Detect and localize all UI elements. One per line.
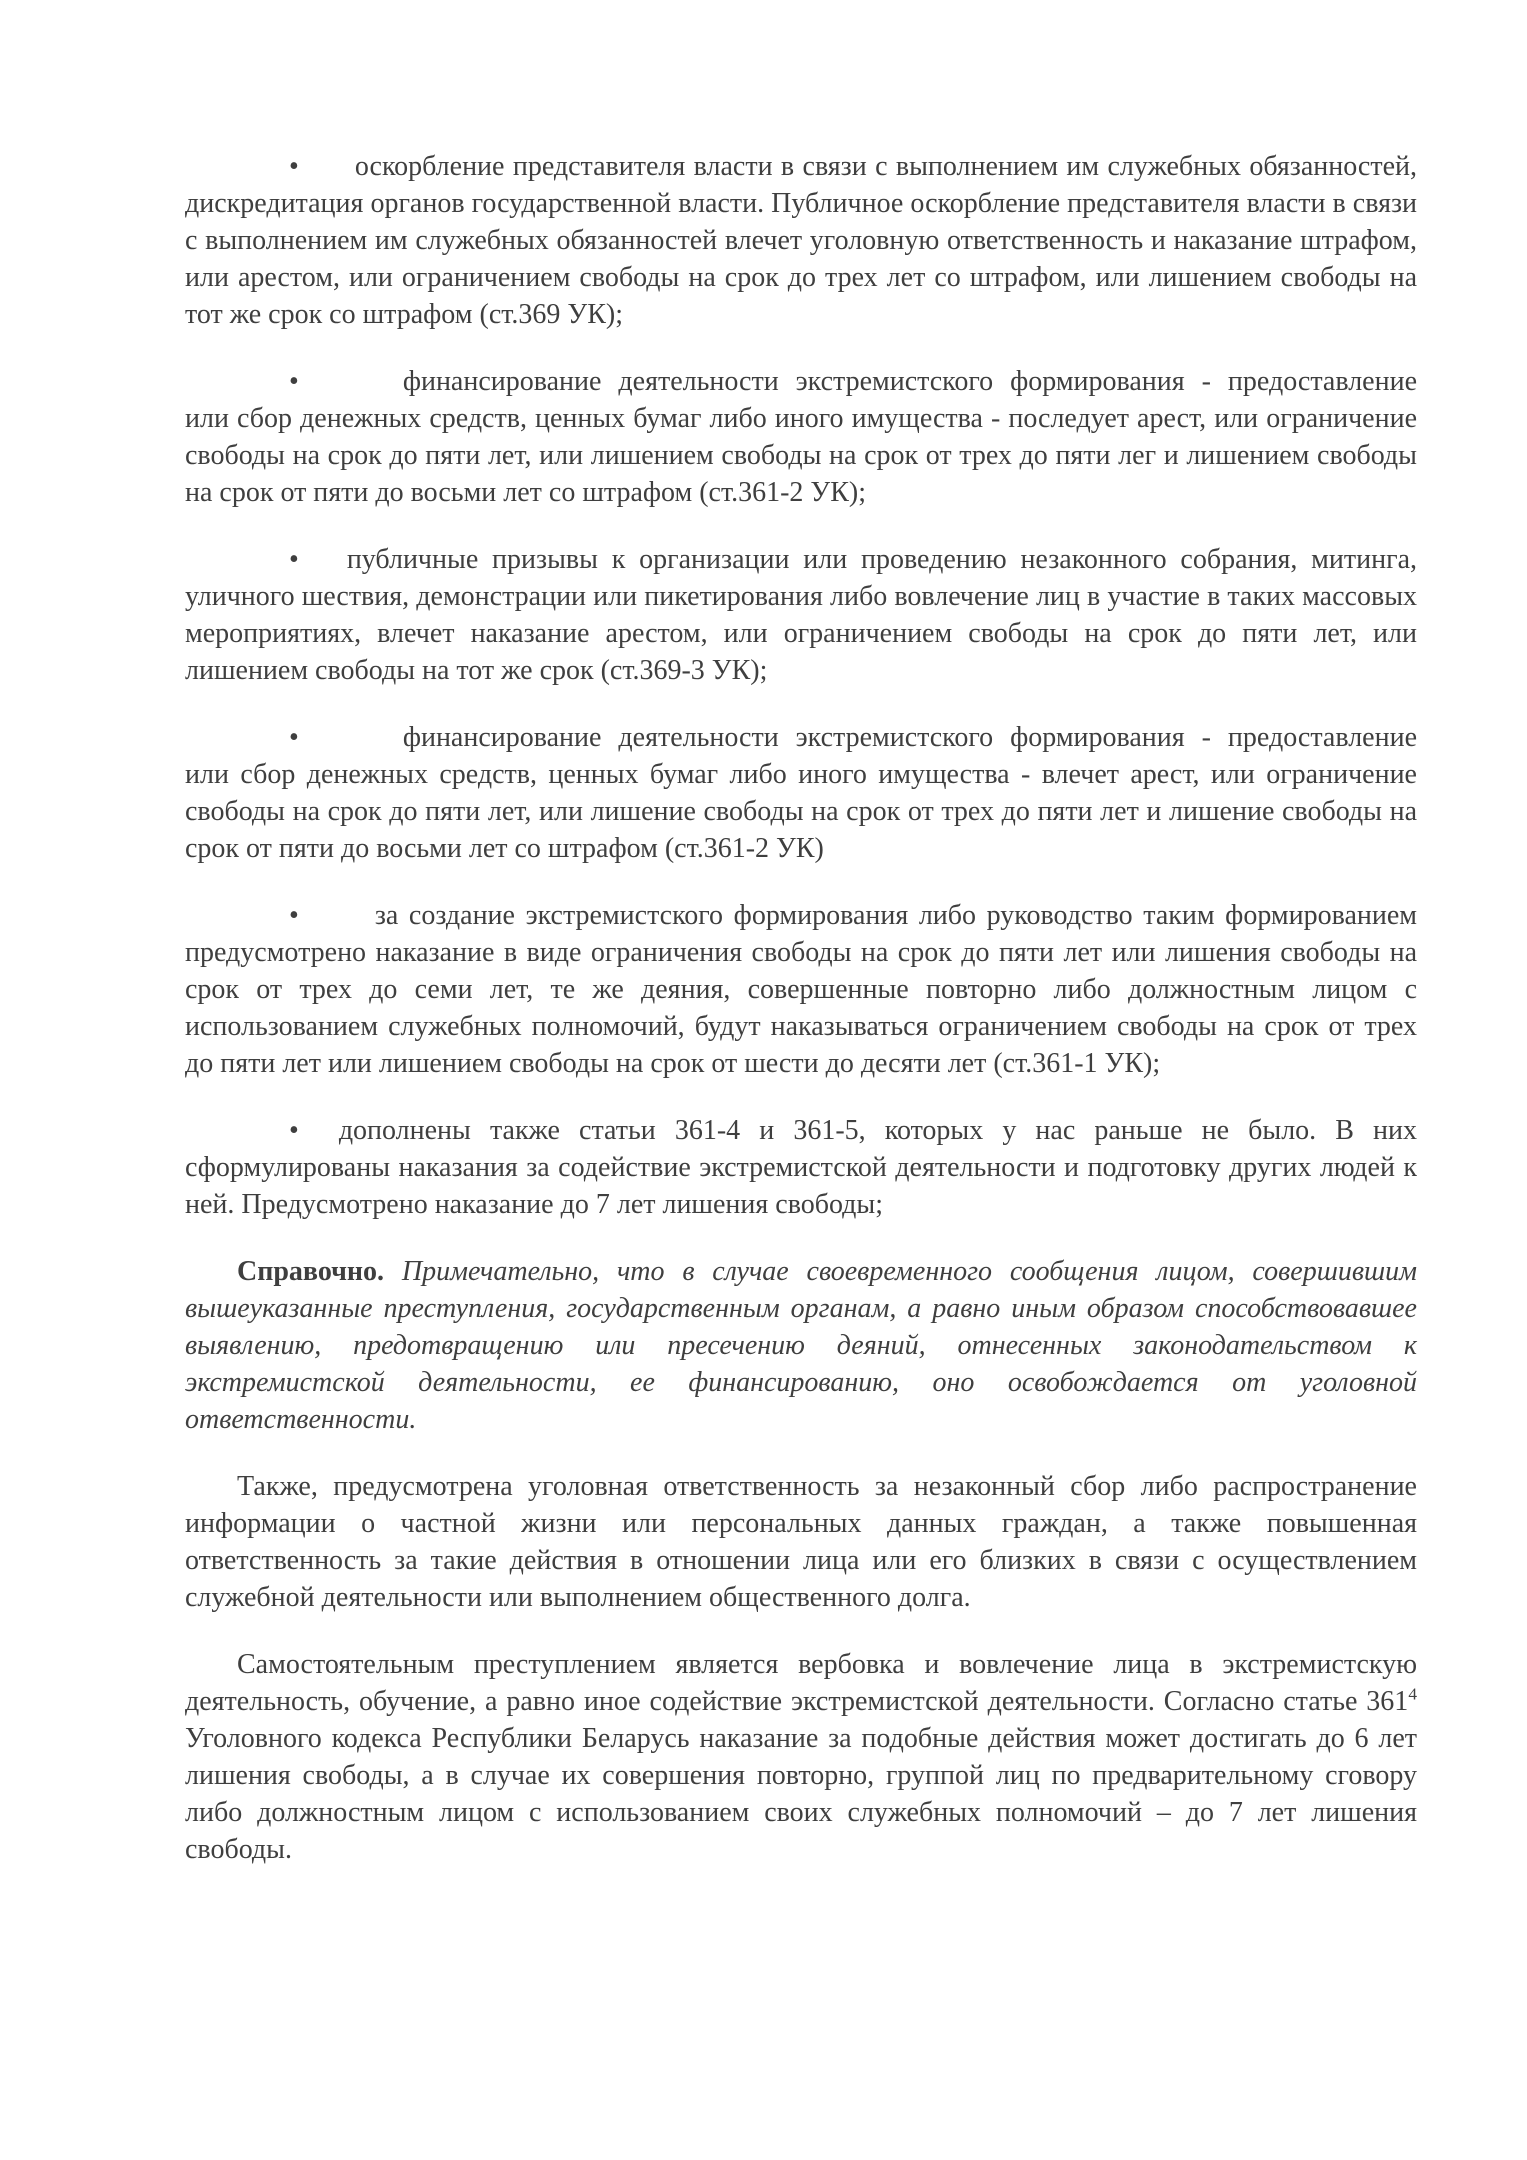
bullet-marker: • <box>289 722 299 753</box>
note-paragraph <box>185 1253 1417 1438</box>
bullet-marker: • <box>289 544 299 575</box>
paragraph-text: Также, предусмотрена уголовная ответственность за незаконный сбор либо распространение информации о частной жизни или персональных данных граждан, а также повышенная ответственность за такие действия в отношении лица или его близких в связи с осуществлением служебной деятельности или выполнением общественного долга. <box>185 1471 1417 1613</box>
paragraph-text: публичные призывы к организации или проведению незаконного собрания, митинга, уличного шествия, демонстрации или пикетирования либо вовлечение лиц в участие в таких массовых мероприятиях, влечет наказание арестом, или ограничением свободы на срок до пяти лет, или лишением свободы на тот же срок (ст.369-3 УК); <box>185 544 1417 686</box>
bullet-paragraph-public-calls <box>185 541 1417 689</box>
bullet-marker: • <box>289 1115 299 1146</box>
paragraph-text: оскорбление представителя власти в связи с выполнением им служебных обязанностей, дискредитация органов государственной власти. Публичное оскорбление представителя власти в связи с выполнением им служебных обязанностей влечет уголовную ответственность и наказание штрафом, или арестом, или ограничением свободы на срок до трех лет со штрафом, или лишением свободы на тот же срок со штрафом (ст.369 УК); <box>185 151 1417 330</box>
tab-space <box>299 389 403 390</box>
article-superscript: 4 <box>1408 1684 1417 1704</box>
plain-paragraph-private-data <box>185 1468 1417 1616</box>
tab-space <box>299 745 403 746</box>
bullet-marker: • <box>289 366 299 397</box>
tab-space <box>299 174 355 175</box>
paragraph-text: финансирование деятельности экстремистского формирования - предоставление или сбор денежных средств, ценных бумаг либо иного имущества - последует арест, или ограничение свободы на срок до пяти лет, или лишением свободы на срок от трех до пяти лег и лишением свободы на срок от пяти до восьми лет со штрафом (ст.361-2 УК); <box>185 366 1417 508</box>
bullet-paragraph-insult-authority <box>185 148 1417 333</box>
note-text: Примечательно, что в случае своевременного сообщения лицом, совершившим вышеуказанные преступления, государственным органам, а равно иным образом способствовавшее выявлению, предотвращению или пресечению деяний, отнесенных законодательством к экстремистской деятельности, ее финансированию, оно освобождается от уголовной ответственности. <box>185 1256 1417 1435</box>
tab-space <box>299 567 347 568</box>
note-label: Справочно. <box>237 1256 385 1287</box>
paragraph-text: дополнены также статьи 361-4 и 361-5, которых у нас раньше не было. В них сформулированы наказания за содействие экстремистской деятельности и подготовку других людей к ней. Предусмотрено наказание до 7 лет лишения свободы; <box>185 1115 1417 1220</box>
bullet-paragraph-creation-formation <box>185 897 1417 1082</box>
bullet-marker: • <box>289 151 299 182</box>
bullet-paragraph-new-articles <box>185 1112 1417 1223</box>
tab-space <box>299 1138 339 1139</box>
paragraph-text: финансирование деятельности экстремистского формирования - предоставление или сбор денежных средств, ценных бумаг либо иного имущества - влечет арест, или ограничение свободы на срок до пяти лет, или лишение свободы на срок от трех до пяти лет и лишение свободы на срок от пяти до восьми лет со штрафом (ст.361-2 УК) <box>185 722 1417 864</box>
bullet-paragraph-financing-2 <box>185 719 1417 867</box>
bullet-paragraph-financing-1 <box>185 363 1417 511</box>
paragraph-text-after: Уголовного кодекса Республики Беларусь наказание за подобные действия может достигать до 6 лет лишения свободы, а в случае их совершения повторно, группой лиц по предварительному сговору либо должностным лицом с использованием своих служебных полномочий – до 7 лет лишения свободы. <box>185 1723 1417 1865</box>
tab-space <box>299 923 375 924</box>
plain-paragraph-recruitment <box>185 1646 1417 1868</box>
paragraph-text: за создание экстремистского формирования либо руководство таким формированием предусмотрено наказание в виде ограничения свободы на срок до пяти лет или лишения свободы на срок от трех до семи лет, те же деяния, совершенные повторно либо должностным лицом с использованием служебных полномочий, будут наказываться ограничением свободы на срок от трех до пяти лет или лишением свободы на срок от шести до десяти лет (ст.361-1 УК); <box>185 900 1417 1079</box>
bullet-marker: • <box>289 900 299 931</box>
paragraph-text-before: Самостоятельным преступлением является вербовка и вовлечение лица в экстремистскую деятельность, обучение, а равно иное содействие экстремистской деятельности. Согласно статье 361 <box>185 1649 1417 1717</box>
